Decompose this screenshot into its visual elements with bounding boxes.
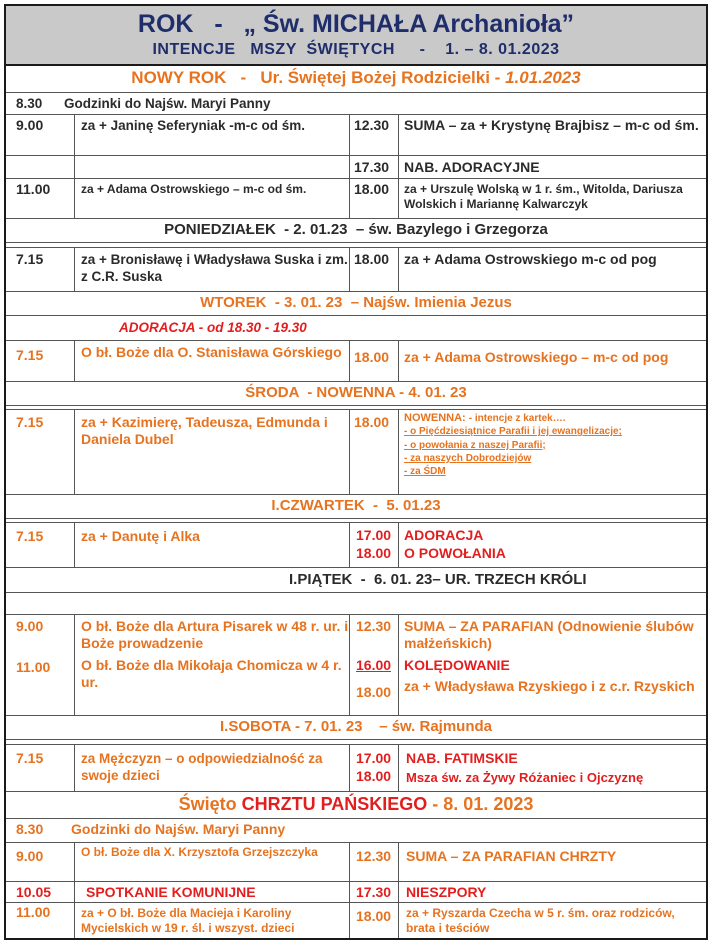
heading-text: Święto (178, 794, 242, 814)
divider (6, 744, 706, 745)
intention-text: O bł. Boże dla X. Krzysztofa Grzejszczyka (81, 845, 318, 859)
day-heading-poniedzialek: PONIEDZIAŁEK - 2. 01.23 – św. Bazylego i Grzegorza (6, 218, 706, 243)
col-divider (349, 522, 350, 567)
time-cell: 18.00 (354, 251, 390, 267)
divider (6, 155, 706, 156)
col-divider (349, 409, 350, 494)
divider (6, 178, 706, 179)
time-cell: 11.00 (16, 659, 51, 675)
col-divider (398, 409, 399, 494)
col-divider (398, 744, 399, 791)
time-cell: 17.30 (356, 884, 392, 900)
col-divider (74, 614, 75, 715)
intention-text: za + Janinę Seferyniak -m-c od śm. (81, 118, 305, 133)
col-divider (349, 247, 350, 291)
heading-emph: CHRZTU PAŃSKIEGO (241, 794, 428, 814)
time-cell: 11.00 (16, 181, 51, 197)
intention-text: SUMA – za + Krystynę Brajbisz – m-c od śm. (404, 117, 699, 133)
col-divider (74, 842, 75, 938)
divider (6, 247, 706, 248)
nowenna-header (404, 412, 706, 425)
time-cell: 8.30 (16, 821, 44, 837)
col-divider (349, 340, 350, 381)
nowenna-block (404, 412, 706, 478)
divider (6, 114, 706, 115)
time-cell: 17.00 (356, 750, 392, 766)
intention-text: O bł. Boże dla Mikołaja Chomicza w 4 r. ur. (81, 657, 342, 690)
intention-text: za Mężczyzn – o odpowiedzialność za swoje dzieci (81, 751, 323, 783)
heading-text: NOWY ROK - Ur. Świętej Bożej Rodzicielki - (131, 68, 506, 87)
intention-text: za + Danutę i Alka (81, 528, 200, 544)
intention-text: KOLĘDOWANIE (404, 657, 510, 673)
nowenna-item: - o Pięćdziesiątnice Parafii i jej ewangelizacje; (404, 426, 622, 438)
godzinki-text: Godzinki do Najśw. Maryi Panny (71, 821, 286, 837)
col-divider (398, 842, 399, 938)
heading-date: - 8. 01. 2023 (427, 794, 534, 814)
time-cell: 7.15 (16, 251, 44, 267)
divider (6, 340, 706, 341)
time-cell: 7.15 (16, 750, 44, 766)
time-cell: 7.15 (16, 347, 44, 363)
intention-text: za + Adama Ostrowskiego m-c od pog (404, 251, 657, 267)
time-cell: 18.00 (354, 349, 390, 365)
time-cell: 16.00 (356, 657, 392, 673)
time-cell: 7.15 (16, 528, 44, 544)
intention-text: za + O bł. Boże dla Macieja i Karoliny Mycielskich w 19 r. śl. i wszyst. dzieci (81, 906, 295, 935)
intention-text: O bł. Boże dla Artura Pisarek w 48 r. ur. i Boże prowadzenie (81, 618, 349, 651)
adoracja-note: ADORACJA - od 18.30 - 19.30 (119, 320, 307, 335)
intention-text: O POWOŁANIA (404, 545, 506, 561)
intention-text: SPOTKANIE KOMUNIJNE (86, 884, 256, 900)
col-divider (349, 842, 350, 938)
schedule-sheet (4, 4, 708, 940)
time-cell: 12.30 (356, 618, 392, 634)
time-cell: 12.30 (354, 117, 390, 133)
day-heading-czwartek: I.CZWARTEK - 5. 01.23 (6, 494, 706, 519)
intention-text: SUMA – ZA PARAFIAN CHRZTY (406, 848, 617, 864)
divider (6, 842, 706, 843)
intention-text: za + Urszulę Wolską w 1 r. śm., Witolda, Dariusza Wolskich i Mariannę Kalwarczyk (404, 182, 683, 211)
intention-text: ADORACJA (404, 527, 484, 543)
intention-text: za + Ryszarda Czecha w 5 r. śm. oraz rodziców, brata i teściów (406, 906, 675, 935)
col-divider (74, 409, 75, 494)
col-divider (398, 340, 399, 381)
col-divider (398, 114, 399, 218)
day-heading-wtorek: WTOREK - 3. 01. 23 – Najśw. Imienia Jezus (6, 291, 706, 316)
col-divider (74, 114, 75, 218)
day-heading-chrzest (6, 791, 706, 819)
time-cell: 18.00 (356, 908, 392, 924)
col-divider (74, 522, 75, 567)
time-cell: 18.00 (356, 545, 392, 561)
header (6, 6, 706, 66)
intention-text: O bł. Boże dla O. Stanisława Górskiego (81, 344, 342, 360)
col-divider (74, 247, 75, 291)
time-cell: 18.00 (354, 414, 390, 430)
time-cell: 9.00 (16, 848, 44, 864)
intention-text: Msza św. za Żywy Różaniec i Ojczyznę (406, 770, 644, 785)
nowenna-title: NOWENNA: (404, 412, 469, 424)
godzinki-text: Godzinki do Najśw. Maryi Panny (64, 96, 271, 111)
intention-text: za + Adama Ostrowskiego – m-c od pog (404, 349, 669, 365)
nowenna-item: - za ŚDM (404, 466, 446, 478)
time-cell: 10.05 (16, 884, 52, 900)
divider (6, 614, 706, 615)
time-cell: 11.00 (16, 904, 51, 920)
time-cell: 9.00 (16, 117, 44, 133)
divider (6, 522, 706, 523)
intention-text: za + Władysława Rzyskiego i z c.r. Rzyskich (404, 678, 695, 694)
day-heading-nowy-rok (6, 66, 706, 93)
col-divider (349, 744, 350, 791)
time-cell: 8.30 (16, 96, 43, 111)
nowenna-item: - za naszych Dobrodziejów (404, 452, 532, 464)
col-divider (398, 522, 399, 567)
time-cell: 7.15 (16, 414, 44, 430)
time-cell: 17.30 (354, 159, 390, 175)
page-title: ROK - „ Św. MICHAŁA Archanioła” (137, 10, 575, 38)
day-heading-piatek: I.PIĄTEK - 6. 01. 23– UR. TRZECH KRÓLI (6, 567, 706, 593)
time-cell: 9.00 (16, 618, 44, 634)
page-subtitle: INTENCJE MSZY ŚWIĘTYCH - 1. – 8. 01.2023 (152, 41, 560, 58)
time-cell: 12.30 (356, 848, 392, 864)
col-divider (74, 340, 75, 381)
divider (6, 881, 706, 882)
col-divider (349, 114, 350, 218)
col-divider (398, 614, 399, 715)
divider (6, 409, 706, 410)
heading-date: 1.01.2023 (505, 68, 581, 87)
day-heading-sobota: I.SOBOTA - 7. 01. 23 – św. Rajmunda (6, 715, 706, 740)
intention-text: NAB. ADORACYJNE (404, 159, 540, 175)
time-cell: 18.00 (356, 684, 392, 700)
intention-text: za + Kazimierę, Tadeusza, Edmunda i Daniela Dubel (81, 414, 328, 447)
nowenna-sub: - intencje z kartek…. (468, 413, 566, 424)
intention-text: SUMA – ZA PARAFIAN (Odnowienie ślubów małżeńskich) (404, 618, 694, 651)
col-divider (74, 744, 75, 791)
col-divider (398, 247, 399, 291)
divider (6, 902, 706, 903)
intention-text: NIESZPORY (406, 884, 487, 900)
intention-text: NAB. FATIMSKIE (406, 750, 518, 766)
time-cell: 18.00 (356, 768, 392, 784)
time-cell: 17.00 (356, 527, 392, 543)
nowenna-item: - o powołania z naszej Parafii; (404, 439, 546, 451)
day-heading-sroda: ŚRODA - NOWENNA - 4. 01. 23 (6, 381, 706, 406)
col-divider (349, 614, 350, 715)
intention-text: za + Bronisławę i Władysława Suska i zm. z C.R. Suska (81, 252, 348, 284)
time-cell: 18.00 (354, 181, 390, 197)
intention-text: za + Adama Ostrowskiego – m-c od śm. (81, 182, 307, 196)
